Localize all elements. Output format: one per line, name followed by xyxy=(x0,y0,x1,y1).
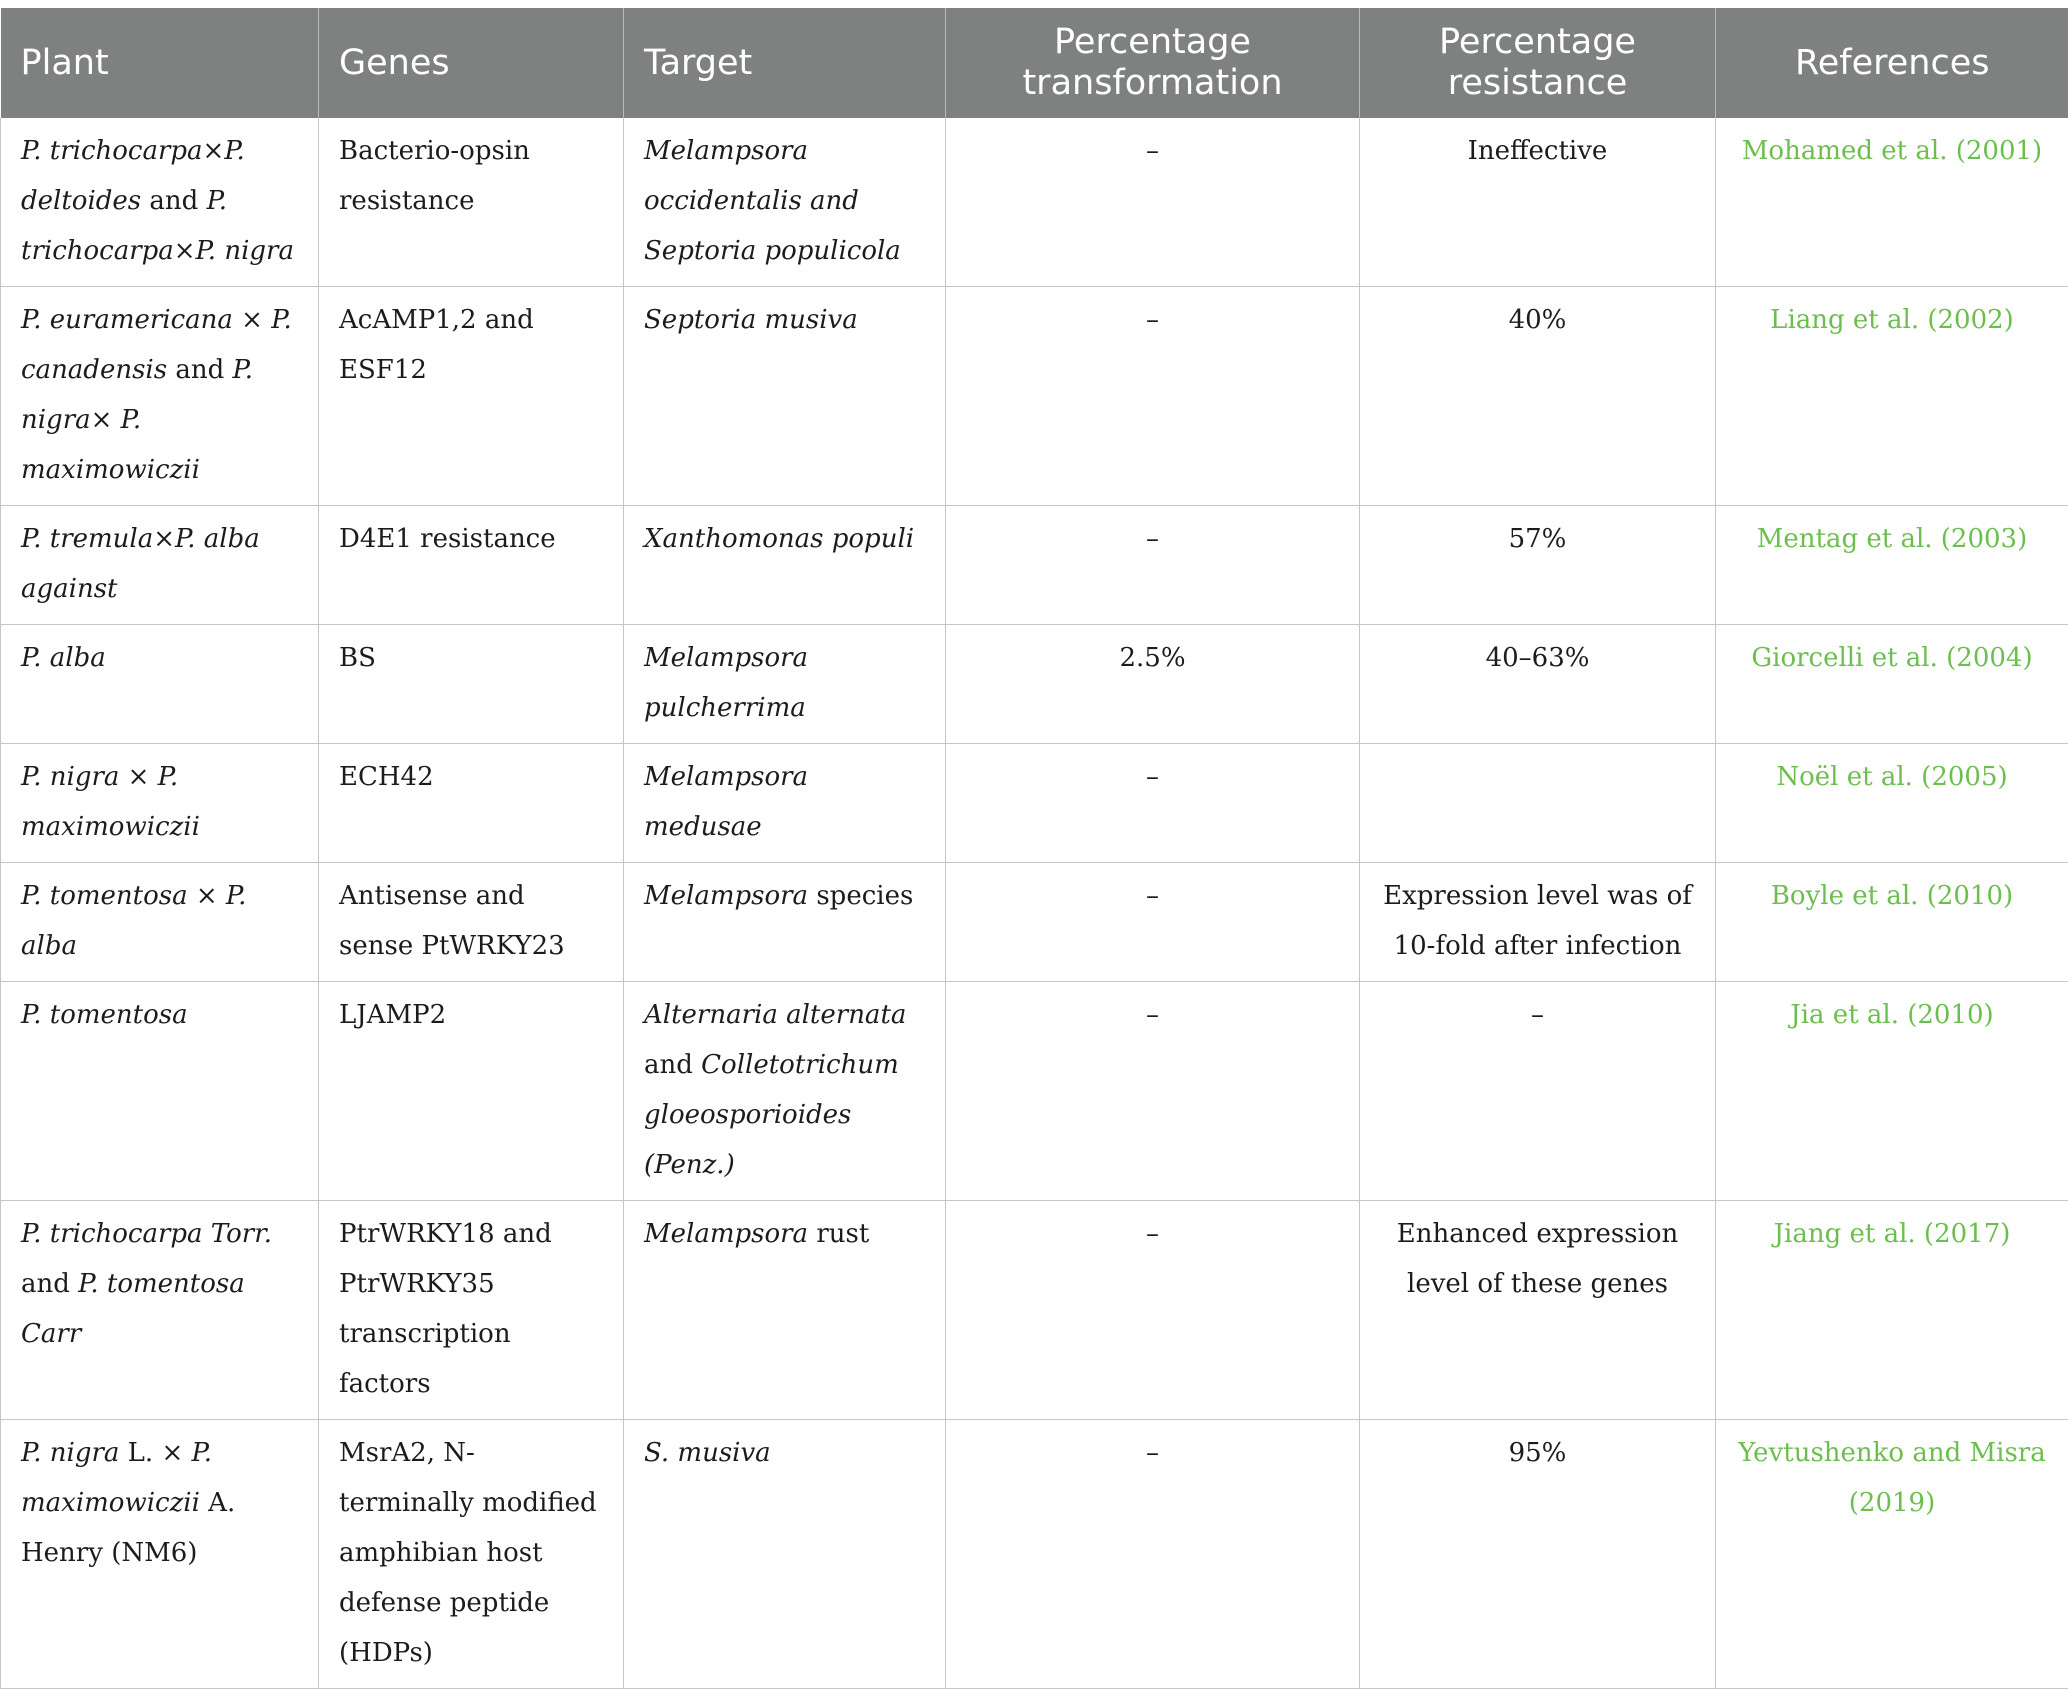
header-target: Target xyxy=(624,8,946,118)
text-segment: Xanthomonas populi xyxy=(644,524,914,554)
text-segment: P. alba xyxy=(21,643,106,673)
text-segment: Septoria musiva xyxy=(644,305,858,335)
cell-reference[interactable]: Noël et al. (2005) xyxy=(1716,744,2068,863)
text-segment: P. nigra xyxy=(21,1438,119,1468)
header-transformation-line2: transformation xyxy=(1022,63,1282,103)
text-segment: Melampsora xyxy=(644,1219,808,1249)
text-segment: S. musiva xyxy=(644,1438,771,1468)
cell-reference[interactable]: Jiang et al. (2017) xyxy=(1716,1201,2068,1420)
text-segment: P. euramericana × P. canadensis xyxy=(21,305,292,385)
cell-percentage-resistance: 40% xyxy=(1360,287,1716,506)
cell-genes xyxy=(319,506,624,625)
text-segment: AcAMP1,2 and ESF12 xyxy=(339,305,534,385)
cell-genes xyxy=(319,982,624,1201)
cell-reference[interactable]: Mentag et al. (2003) xyxy=(1716,506,2068,625)
cell-reference[interactable]: Liang et al. (2002) xyxy=(1716,287,2068,506)
text-segment: P. nigra × P. maximowiczii xyxy=(21,762,200,842)
text-segment: P. trichocarpa Torr. xyxy=(21,1219,272,1249)
cell-plant xyxy=(1,287,319,506)
cell-reference[interactable]: Jia et al. (2010) xyxy=(1716,982,2068,1201)
cell-plant xyxy=(1,863,319,982)
cell-percentage-transformation: – xyxy=(946,744,1360,863)
cell-percentage-transformation: – xyxy=(946,1201,1360,1420)
cell-percentage-resistance: 57% xyxy=(1360,506,1716,625)
cell-plant xyxy=(1,1201,319,1420)
cell-target xyxy=(624,863,946,982)
header-references: References xyxy=(1716,8,2068,118)
cell-percentage-resistance xyxy=(1360,744,1716,863)
cell-plant xyxy=(1,1420,319,1689)
text-segment: and xyxy=(644,1050,701,1080)
cell-genes xyxy=(319,118,624,287)
cell-percentage-resistance: Expression level was of 10-fold after infection xyxy=(1360,863,1716,982)
text-segment: P. tomentosa Carr xyxy=(21,1269,245,1349)
cell-plant xyxy=(1,625,319,744)
table-row xyxy=(1,982,2068,1201)
text-segment: and xyxy=(167,355,232,385)
text-segment: species xyxy=(808,881,913,911)
cell-target xyxy=(624,625,946,744)
header-percentage-transformation xyxy=(946,8,1360,118)
cell-genes xyxy=(319,287,624,506)
cell-reference[interactable]: Mohamed et al. (2001) xyxy=(1716,118,2068,287)
cell-plant xyxy=(1,118,319,287)
table-row xyxy=(1,287,2068,506)
cell-reference[interactable]: Boyle et al. (2010) xyxy=(1716,863,2068,982)
text-segment: Bacterio-opsin resistance xyxy=(339,136,530,216)
text-segment: rust xyxy=(808,1219,869,1249)
text-segment: Antisense and sense PtWRKY23 xyxy=(339,881,565,961)
table-body xyxy=(1,118,2068,1689)
cell-percentage-resistance: Ineffective xyxy=(1360,118,1716,287)
cell-percentage-transformation: – xyxy=(946,863,1360,982)
text-segment: P. trichocarpa×P. deltoides xyxy=(21,136,245,216)
text-segment: and xyxy=(141,186,206,216)
cell-percentage-transformation: – xyxy=(946,1420,1360,1689)
cell-genes xyxy=(319,1420,624,1689)
cell-plant xyxy=(1,982,319,1201)
cell-plant xyxy=(1,506,319,625)
text-segment: Colletotrichum gloeosporioides (Penz.) xyxy=(644,1050,899,1180)
text-segment: P. nigra× P. maximowiczii xyxy=(21,355,253,485)
text-segment: ECH42 xyxy=(339,762,434,792)
header-resistance-line2: resistance xyxy=(1448,63,1627,103)
header-transformation-line1: Percentage xyxy=(1054,22,1251,62)
text-segment: P. tomentosa × P. alba xyxy=(21,881,246,961)
table-row xyxy=(1,118,2068,287)
cell-percentage-transformation: – xyxy=(946,982,1360,1201)
cell-target xyxy=(624,1201,946,1420)
cell-percentage-transformation: – xyxy=(946,287,1360,506)
text-segment: Melampsora occidentalis and Septoria populicola xyxy=(644,136,901,266)
text-segment: Melampsora medusae xyxy=(644,762,808,842)
cell-percentage-resistance: 40–63% xyxy=(1360,625,1716,744)
text-segment: P. trichocarpa×P. nigra xyxy=(21,186,294,266)
table-header xyxy=(1,8,2068,118)
text-segment: PtrWRKY18 and PtrWRKY35 transcription factors xyxy=(339,1219,552,1399)
cell-target xyxy=(624,1420,946,1689)
text-segment: and xyxy=(21,1269,78,1299)
cell-genes xyxy=(319,1201,624,1420)
header-genes: Genes xyxy=(319,8,624,118)
text-segment: BS xyxy=(339,643,376,673)
table-row xyxy=(1,744,2068,863)
cell-genes xyxy=(319,744,624,863)
cell-reference[interactable]: Giorcelli et al. (2004) xyxy=(1716,625,2068,744)
cell-percentage-transformation: – xyxy=(946,118,1360,287)
table-row xyxy=(1,506,2068,625)
table-row xyxy=(1,625,2068,744)
cell-target xyxy=(624,982,946,1201)
text-segment: P. tremula×P. alba against xyxy=(21,524,260,604)
header-resistance-line1: Percentage xyxy=(1439,22,1636,62)
text-segment: Melampsora pulcherrima xyxy=(644,643,808,723)
table-row xyxy=(1,863,2068,982)
text-segment: Alternaria alternata xyxy=(644,1000,906,1030)
cell-percentage-transformation: 2.5% xyxy=(946,625,1360,744)
cell-target xyxy=(624,744,946,863)
cell-genes xyxy=(319,625,624,744)
cell-genes xyxy=(319,863,624,982)
text-segment: Melampsora xyxy=(644,881,808,911)
cell-reference[interactable]: Yevtushenko and Misra (2019) xyxy=(1716,1420,2068,1689)
text-segment: P. maximowiczii xyxy=(21,1438,212,1518)
transgenic-poplar-table xyxy=(0,8,2068,1689)
table-row xyxy=(1,1201,2068,1420)
header-plant: Plant xyxy=(1,8,319,118)
cell-plant xyxy=(1,744,319,863)
cell-percentage-resistance: – xyxy=(1360,982,1716,1201)
text-segment: MsrA2, N-terminally modified amphibian host defense peptide (HDPs) xyxy=(339,1438,597,1668)
text-segment: L. × xyxy=(119,1438,191,1468)
header-percentage-resistance xyxy=(1360,8,1716,118)
text-segment: LJAMP2 xyxy=(339,1000,446,1030)
cell-target xyxy=(624,506,946,625)
cell-percentage-transformation: – xyxy=(946,506,1360,625)
text-segment: P. tomentosa xyxy=(21,1000,188,1030)
cell-percentage-resistance: Enhanced expression level of these genes xyxy=(1360,1201,1716,1420)
header-row xyxy=(1,8,2068,118)
table-row xyxy=(1,1420,2068,1689)
cell-target xyxy=(624,287,946,506)
cell-percentage-resistance: 95% xyxy=(1360,1420,1716,1689)
text-segment: A. Henry (NM6) xyxy=(21,1488,235,1568)
text-segment: D4E1 resistance xyxy=(339,524,556,554)
cell-target xyxy=(624,118,946,287)
